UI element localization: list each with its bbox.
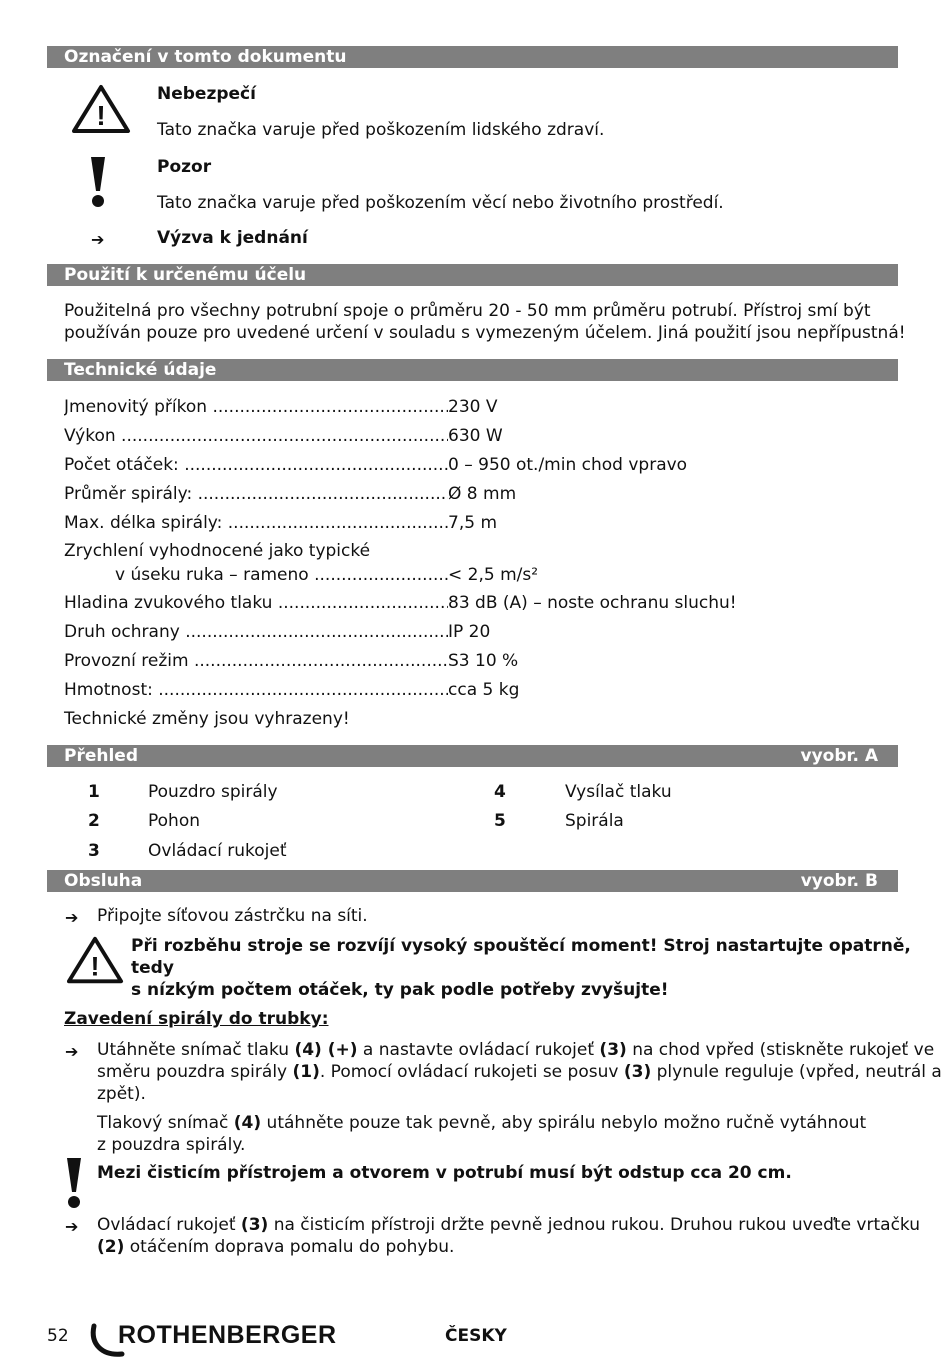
spec-row xyxy=(64,511,764,535)
spec-row xyxy=(64,424,764,448)
part-name: Pouzdro spirály xyxy=(148,782,278,802)
warning-line: Při rozběhu stroje se rozvíjí vysoký spouštěcí moment! Stroj nastartujte opatrně, tedy xyxy=(131,936,911,978)
spec-label: Provozní režim ..... xyxy=(64,649,448,673)
spec-value: Ø 8 mm xyxy=(448,484,517,504)
language-label: ČESKY xyxy=(445,1326,507,1346)
part-number: 4 xyxy=(494,782,506,802)
spec-label: Hmotnost: ..... xyxy=(64,678,448,702)
warning-line: s nízkým počtem otáček, ty pak podle potřeby zvyšujte! xyxy=(131,980,669,1000)
spec-row xyxy=(64,620,764,644)
spec-row xyxy=(64,395,764,419)
spec-vibration-label: Zrychlení vyhodnocené jako typické xyxy=(64,541,371,561)
caution-text: Tato značka varuje před poškozením věcí nebo životního prostředí. xyxy=(157,193,724,213)
spec-label: Jmenovitý příkon ..... xyxy=(64,395,448,419)
section-title: Použití k určenému účelu xyxy=(64,265,307,285)
spec-note: Technické změny jsou vyhrazeny! xyxy=(64,709,350,729)
spec-value: 230 V xyxy=(448,397,498,417)
spec-value: S3 10 % xyxy=(448,651,519,671)
spec-label: Druh ochrany ..... xyxy=(64,620,448,644)
section-title: Obsluha xyxy=(64,871,143,891)
spec-label: Výkon ..... xyxy=(64,424,448,448)
section-title: Přehled xyxy=(64,746,139,766)
spec-row xyxy=(64,591,764,615)
spec-value: < 2,5 m/s² xyxy=(448,565,539,585)
danger-title: Nebezpečí xyxy=(157,84,256,104)
part-number: 3 xyxy=(88,841,100,861)
section-bar-marking xyxy=(47,46,898,68)
spec-label: Hladina zvukového tlaku ..... xyxy=(64,591,448,615)
step-tighten-sensor: Tlakový snímač (4) utáhněte pouze tak pevně, aby spirálu nebylo možno ručně vytáhnout z pouzdra spirály. xyxy=(97,1113,867,1155)
spec-value: 630 W xyxy=(448,426,503,446)
figure-reference: vyobr. A xyxy=(800,746,878,766)
spec-row xyxy=(64,482,764,506)
step-start-drill: Ovládací rukojeť (3) na čisticím přístroji držte pevně jednou rukou. Druhou rukou uveďte vrtačku (2) otáčením doprava pomalu do pohybu. xyxy=(97,1215,921,1257)
spec-label: v úseku ruka – rameno ..... xyxy=(64,563,448,587)
danger-icon xyxy=(66,935,124,985)
spec-label: Max. délka spirály: ..... xyxy=(64,511,448,535)
part-name: Vysílač tlaku xyxy=(565,782,672,802)
svg-text:!: ! xyxy=(90,951,100,982)
figure-reference: vyobr. B xyxy=(800,871,878,891)
action-arrow-icon: ➔ xyxy=(65,908,79,927)
action-arrow-icon: ➔ xyxy=(65,1217,79,1236)
spec-row xyxy=(64,453,764,477)
spec-row xyxy=(64,563,764,587)
step-connect-plug: Připojte síťovou zástrčku na síti. xyxy=(97,906,368,926)
svg-text:!: ! xyxy=(96,100,106,131)
danger-text: Tato značka varuje před poškozením lidského zdraví. xyxy=(157,120,605,140)
brand-logo-text: ROTHENBERGER xyxy=(118,1321,337,1349)
danger-icon xyxy=(71,84,131,134)
action-title: Výzva k jednání xyxy=(157,228,308,248)
section-bar-purpose xyxy=(47,264,898,286)
purpose-line-1: Použitelná pro všechny potrubní spoje o průměru 20 - 50 mm průměru potrubí. Přístroj smí být xyxy=(64,301,871,321)
page-number: 52 xyxy=(47,1326,69,1346)
spec-label: Průměr spirály: ..... xyxy=(64,482,448,506)
spec-label: Počet otáček: ..... xyxy=(64,453,448,477)
caution-icon xyxy=(88,155,108,209)
caution-icon xyxy=(64,1156,84,1210)
action-arrow-icon: ➔ xyxy=(91,230,105,249)
warning-text xyxy=(131,935,950,1001)
spec-row xyxy=(64,649,764,673)
caution-distance-text: Mezi čisticím přístrojem a otvorem v potrubí musí být odstup cca 20 cm. xyxy=(97,1163,792,1183)
caution-title: Pozor xyxy=(157,157,212,177)
action-arrow-icon: ➔ xyxy=(65,1042,79,1061)
subheading: Zavedení spirály do trubky: xyxy=(64,1009,329,1029)
part-number: 1 xyxy=(88,782,100,802)
purpose-line-2: používán pouze pro uvedené určení v souladu s vymezeným účelem. Jiná použití jsou nepřípustná! xyxy=(64,323,906,343)
section-title: Označení v tomto dokumentu xyxy=(64,47,347,67)
section-title: Technické údaje xyxy=(64,360,217,380)
part-number: 2 xyxy=(88,811,100,831)
spec-value: IP 20 xyxy=(448,622,491,642)
section-bar-tech xyxy=(47,359,898,381)
section-bar-operation xyxy=(47,870,898,892)
part-name: Pohon xyxy=(148,811,200,831)
section-bar-overview xyxy=(47,745,898,767)
spec-value: 0 – 950 ot./min chod vpravo xyxy=(448,455,688,475)
spec-value: cca 5 kg xyxy=(448,680,520,700)
step-insert-spiral: Utáhněte snímač tlaku (4) (+) a nastavte ovládací rukojeť (3) na chod vpřed (stiskněte rukojeť ve směru pouzdra spirály (1). Pomocí ovládací rukojeti se posuv (3) plynule reguluje (vpřed, neutrál a zpět). xyxy=(97,1040,942,1104)
part-name: Ovládací rukojeť xyxy=(148,841,287,861)
spec-value: 83 dB (A) – noste ochranu sluchu! xyxy=(448,593,737,613)
part-name: Spirála xyxy=(565,811,624,831)
part-number: 5 xyxy=(494,811,506,831)
spec-row xyxy=(64,678,764,702)
spec-value: 7,5 m xyxy=(448,513,497,533)
